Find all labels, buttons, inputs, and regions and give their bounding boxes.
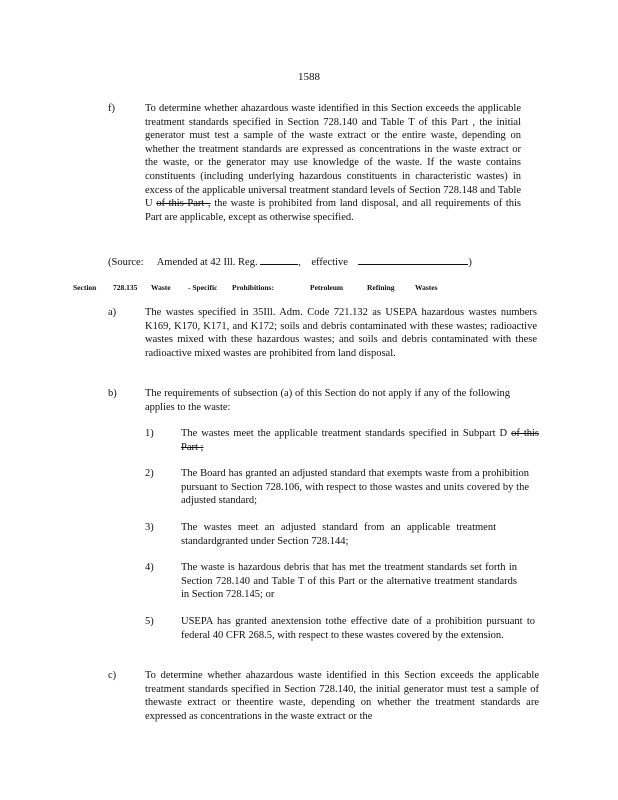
item-5-label: 5) (145, 616, 154, 627)
para-f-text-before: To determine whether ahazardous waste identified in this Section exceeds the applicable treatment standards specified in Section 728.140 and Table T of this Part , the initial generator must test a sample of the waste extract or the entire waste, depending on whether the treatment standards are expressed as concentrations in the waste extract or the waste, or the generator may use knowledge of the waste. If the waste contains constituents (including underlying hazardous constituents in characteristic wastes) in excess of the applicable universal treatment standard levels of Section 728.148 and Table U (145, 103, 521, 210)
source-line (108, 254, 472, 270)
item-1-main: The wastes meet the applicable treatment standards specified in Subpart D (181, 428, 508, 439)
section-wastes: Wastes (415, 283, 438, 292)
para-f-text (145, 102, 521, 224)
para-b-text: The requirements of subsection (a) of this Section do not apply if any of the following applies to the waste: (145, 388, 510, 413)
para-f-label: f) (108, 103, 115, 114)
item-4-text: The waste is hazardous debris that has met the treatment standards set forth in Section 728.140 and Table T of this Part or the alternative treatment standards in Section 728.145; or (181, 562, 517, 601)
item-1-struck: of this Part ; (181, 428, 540, 453)
section-specific: - Specific (188, 283, 218, 292)
register-blank (260, 254, 298, 265)
para-a-label: a) (108, 307, 117, 318)
section-refining: Refining (367, 283, 395, 292)
item-2-text: The Board has granted an adjusted standard that exempts waste from a prohibition pursuant to Section 728.106, with respect to those wastes and units covered by the adjusted standard; (181, 468, 529, 507)
para-a-text: The wastes specified in 35Ill. Adm. Code 721.132 as USEPA hazardous wastes numbers K169, K170, K171, and K172; soils and debris contaminated with these wastes; radioactive wastes mixed with these hazardous wastes; and soils and debris contaminated with these radioactive mixed wastes are prohibited from land disposal. (145, 307, 537, 359)
section-petroleum: Petroleum (310, 283, 344, 292)
source-comma: , (298, 257, 301, 268)
source-amended: Amended at 42 Ill. Reg. (156, 257, 258, 268)
section-waste: Waste (151, 283, 171, 292)
item-3-text: The wastes meet an adjusted standard from an applicable treatment standardgranted under Section 728.144; (181, 522, 496, 547)
source-close: ) (468, 257, 472, 268)
para-f-text-after: the waste is prohibited from land disposal, and all requirements of this Part are applicable, except as otherwise specified. (145, 198, 521, 223)
item-3-label: 3) (145, 522, 154, 533)
item-1-label: 1) (145, 428, 154, 439)
source-label: (Source: (108, 257, 144, 268)
section-prohibitions: Prohibitions: (232, 283, 274, 292)
source-effective: effective (311, 257, 348, 268)
para-c-label: c) (108, 670, 117, 681)
para-c-text: To determine whether ahazardous waste identified in this Section exceeds the applicable treatment standards specified in Section 728.140, the initial generator must test a sample of thewaste extract or theentire waste, depending on whether the treatment standards are expressed as concentrations in the waste extract or the (145, 670, 539, 722)
para-f-struck-text: of this Part , (156, 198, 211, 210)
effective-date-blank (358, 254, 468, 265)
item-5-text: USEPA has granted anextension tothe effective date of a prohibition pursuant to federal 40 CFR 268.5, with respect to these wastes covered by the extension. (181, 616, 535, 641)
item-2-label: 2) (145, 468, 154, 479)
section-word: Section (73, 283, 97, 292)
item-1-text (181, 427, 539, 454)
page-number: 1588 (298, 71, 320, 83)
section-number: 728.135 (113, 283, 138, 292)
para-b-label: b) (108, 388, 117, 399)
item-4-label: 4) (145, 562, 154, 573)
